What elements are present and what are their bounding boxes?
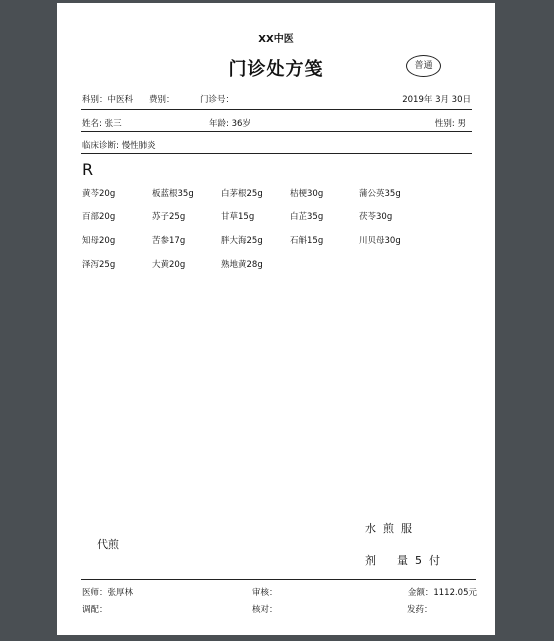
herb-item: 苦参17g (152, 236, 186, 246)
prescription-date: 2019年 3月 30日 (402, 95, 471, 105)
department-field: 科别：中医科 (82, 95, 134, 105)
prescription-page (57, 3, 495, 635)
herb-item: 川贝母30g (359, 236, 401, 246)
decoction-note: 代煎 (97, 538, 119, 551)
herb-item: 白芷35g (290, 212, 324, 222)
herb-item: 大黄20g (152, 260, 186, 270)
doctor-field: 医师：张厚林 (82, 588, 134, 598)
herb-item: 茯苓30g (359, 212, 393, 222)
herb-item: 熟地黄28g (221, 260, 263, 270)
reviewer-field: 审核： (252, 588, 278, 598)
herb-item: 百部20g (82, 212, 116, 222)
herb-item: 甘草15g (221, 212, 255, 222)
herb-item: 黄芩20g (82, 189, 116, 199)
herb-item: 桔梗30g (290, 189, 324, 199)
dispenser-field: 调配： (82, 605, 108, 615)
fee-type-field: 费别： (149, 95, 175, 105)
hospital-name: XX中医 (258, 34, 294, 45)
herb-item: 板蓝根35g (152, 189, 194, 199)
patient-age-field: 年龄: 36岁 (209, 119, 251, 129)
divider (81, 109, 472, 110)
issuer-field: 发药： (407, 605, 433, 615)
patient-name-field: 姓名: 张三 (82, 119, 122, 129)
herb-item: 苏子25g (152, 212, 186, 222)
usage-instruction: 水 煎 服 (365, 522, 412, 535)
herb-item: 泽泻25g (82, 260, 116, 270)
divider (81, 131, 472, 132)
herb-item: 白茅根25g (221, 189, 263, 199)
checker-field: 核对： (252, 605, 278, 615)
divider (81, 153, 472, 154)
herb-item: 胖大海25g (221, 236, 263, 246)
amount-field: 金额：1112.05元 (407, 588, 477, 598)
divider (81, 579, 476, 580)
herb-item: 石斛15g (290, 236, 324, 246)
dosage-quantity: 剂 量 5 付 (365, 554, 440, 567)
diagnosis-field: 临床诊断: 慢性肺炎 (82, 141, 156, 151)
page-title: 门诊处方笺 (228, 59, 324, 80)
herb-item: 蒲公英35g (359, 189, 401, 199)
patient-gender-field: 性别: 男 (434, 119, 466, 129)
clinic-number-field: 门诊号： (200, 95, 235, 105)
herb-item: 知母20g (82, 236, 116, 246)
prescription-type-badge: 普通 (406, 55, 441, 77)
rx-symbol: R (82, 160, 94, 179)
